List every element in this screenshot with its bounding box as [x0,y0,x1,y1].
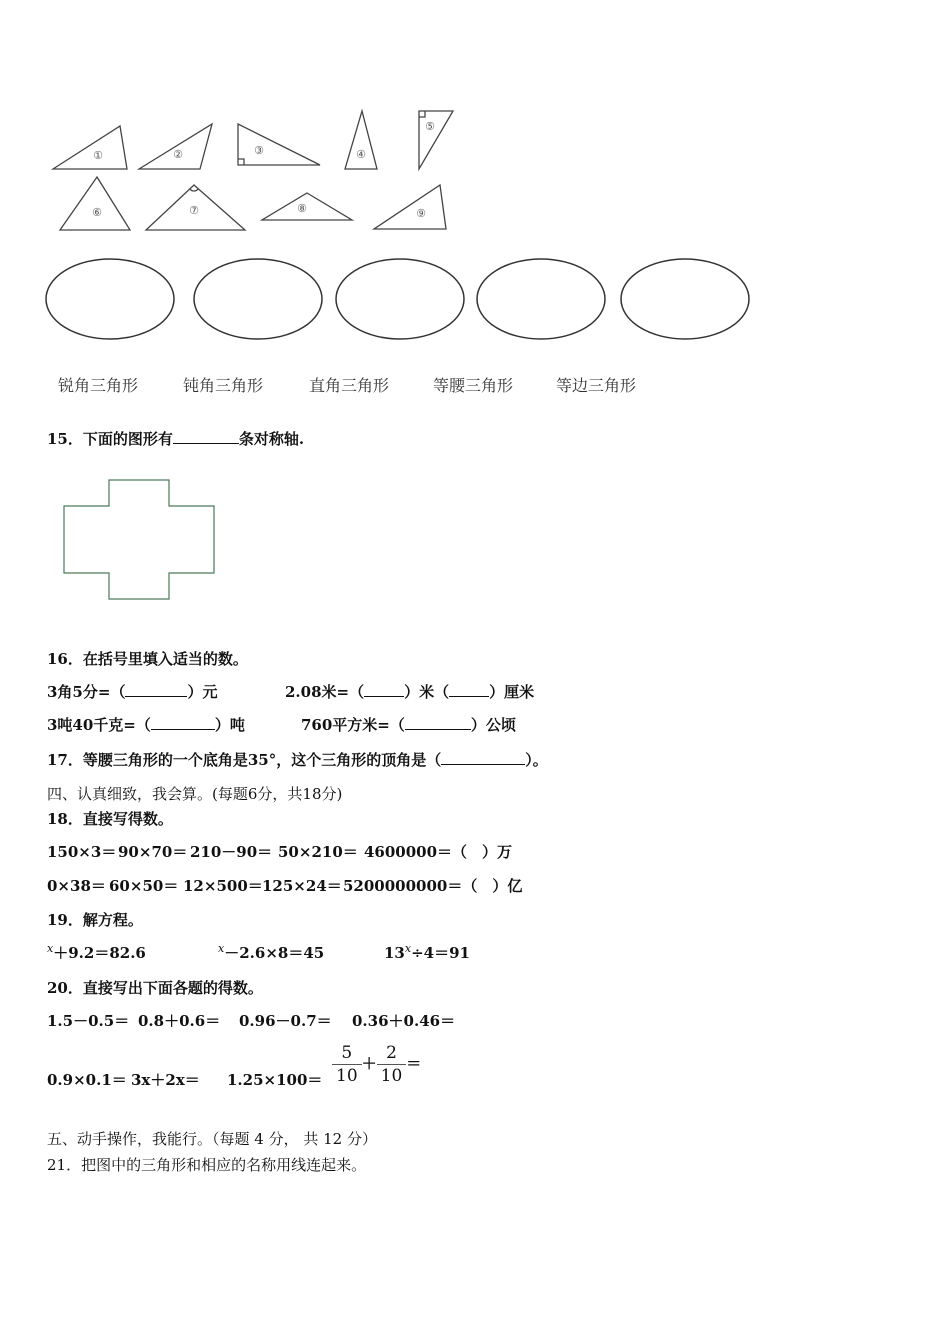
q20-item: 0.8＋0.6＝ [138,1012,221,1030]
q18-item: 4600000＝（ ）万 [364,843,513,861]
q18-item: 5200000000＝（ ）亿 [343,877,523,895]
q19-equation-1: $^x$＋9.2＝82.6 [47,942,146,962]
section-4-heading: 四、认真细致，我会算。(每题6分，共18分) [47,785,343,803]
triangle-6 [60,177,130,230]
q18-item: 12×500＝ [183,877,263,895]
q20-item: 0.96－0.7＝ [239,1012,332,1030]
q20-item: 1.5－0.5＝ [47,1012,130,1030]
q20-item: 3x＋2x＝ [131,1071,200,1089]
q18-item: 50×210＝ [278,843,358,861]
q20-item: 0.36＋0.46＝ [352,1012,456,1030]
label-acute-triangle: 锐角三角形 [58,376,139,395]
label-obtuse-triangle: 钝角三角形 [183,376,264,395]
answer-blank[interactable] [405,715,471,730]
fraction: $\frac{5}{10}$ [332,1042,362,1087]
q16-row1-b: 2.08米=（ ）米（ ）厘米 [285,683,535,701]
question-15: 15．下面的图形有 条对称轴. [47,430,305,448]
triangle-9 [374,185,446,229]
answer-blank[interactable] [449,682,489,697]
triangles-figure [0,0,950,420]
triangle-number: ③ [254,144,264,157]
answer-blank[interactable] [151,715,215,730]
category-oval[interactable] [336,259,464,339]
triangle-1 [53,126,127,169]
label-equilateral-triangle: 等边三角形 [556,376,637,395]
question-20-title: 20．直接写出下面各题的得数。 [47,979,263,997]
q20-item: 0.9×0.1＝ [47,1071,127,1089]
question-18-title: 18．直接写得数。 [47,810,173,828]
category-oval[interactable] [621,259,749,339]
triangle-number: ⑥ [92,206,102,219]
label-right-triangle: 直角三角形 [309,376,390,395]
q19-equation-3: $13^x\div 4=91$ [384,942,470,962]
answer-blank[interactable] [125,682,187,697]
q20-item: 1.25×100＝ [227,1071,323,1089]
triangle-number: ① [93,149,103,162]
triangle-8 [262,193,352,220]
category-oval[interactable] [46,259,174,339]
cross-shape-figure [60,475,220,605]
question-21-title: 21．把图中的三角形和相应的名称用线连起来。 [47,1156,367,1174]
q16-row1-a: 3角5分=（ ）元 [47,683,218,701]
q20-fraction-sum: $\frac{5}{10}$ ＋ $\frac{2}{10}$ ＝ [332,1042,421,1087]
question-19-title: 19．解方程。 [47,911,143,929]
triangle-2 [139,124,212,169]
triangle-number: ② [173,148,183,161]
q16-row2-a: 3吨40千克=（ ）吨 [47,716,245,734]
category-oval[interactable] [477,259,605,339]
q18-item: 0×38＝ [47,877,106,895]
q18-item: 90×70＝ [118,843,188,861]
fraction: $\frac{2}{10}$ [377,1042,407,1087]
triangle-number: ⑧ [297,202,307,215]
q18-item: 60×50＝ [109,877,179,895]
triangle-3 [238,124,320,165]
question-17: 17．等腰三角形的一个底角是35°，这个三角形的顶角是（ ）。 [47,751,548,769]
label-isosceles-triangle: 等腰三角形 [433,376,514,395]
triangle-number: ⑦ [189,204,199,217]
triangle-number: ⑨ [416,207,426,220]
answer-blank[interactable] [364,682,404,697]
q16-row2-b: 760平方米=（ ）公顷 [301,716,516,734]
section-5-heading: 五、动手操作，我能行。（每题 4 分， 共 12 分） [47,1130,377,1148]
triangle-number: ④ [356,148,366,161]
answer-blank[interactable] [441,750,525,765]
q18-item: 125×24＝ [262,877,342,895]
question-16-title: 16．在括号里填入适当的数。 [47,650,248,668]
answer-blank[interactable] [173,429,239,444]
q19-equation-2: $^x$－2.6×8＝45 [218,942,325,962]
category-oval[interactable] [194,259,322,339]
q18-item: 150×3＝ [47,843,117,861]
q18-item: 210－90＝ [190,843,273,861]
triangle-number: ⑤ [425,120,435,133]
